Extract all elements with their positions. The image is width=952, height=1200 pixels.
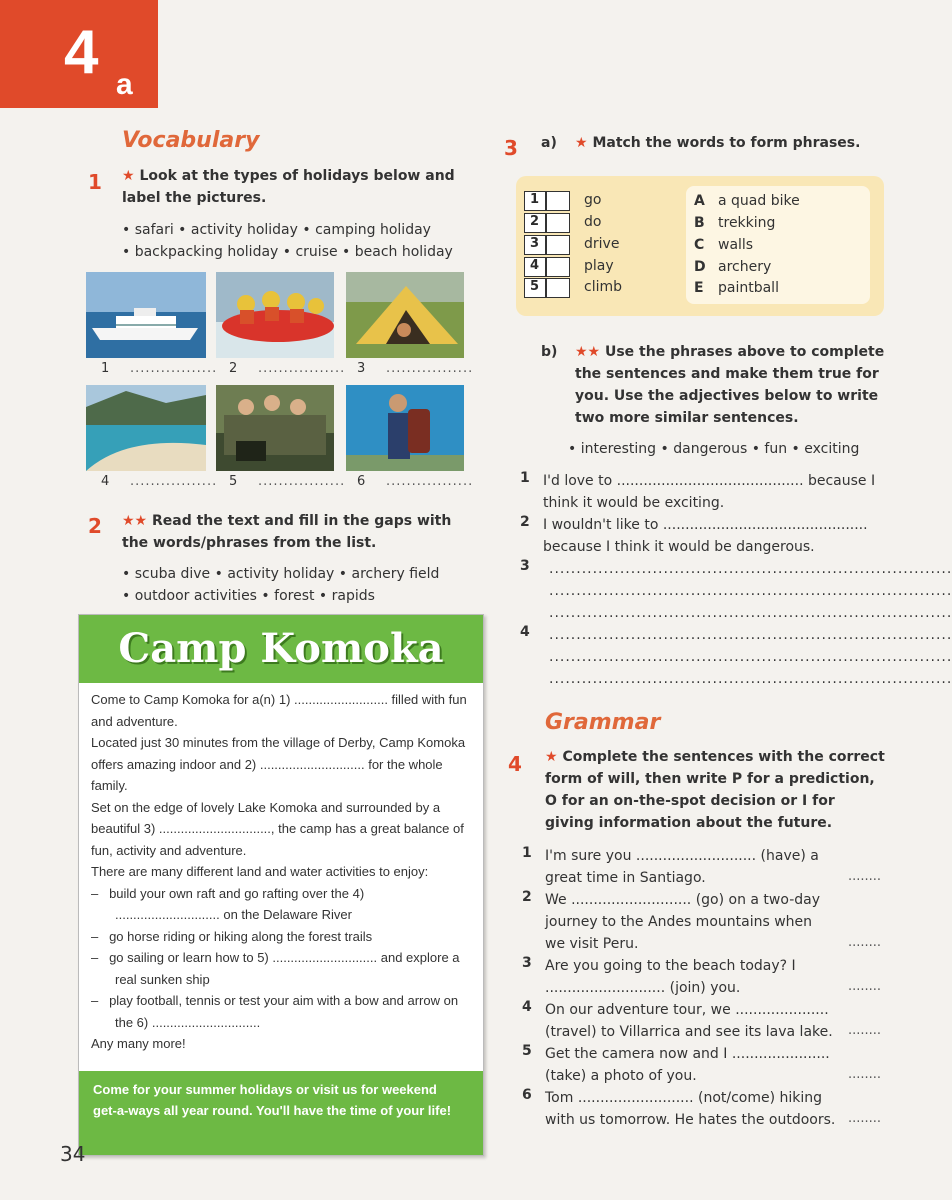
star-icon: ★ xyxy=(545,749,563,765)
star-icon: ★ xyxy=(122,168,140,184)
camp-header xyxy=(79,615,483,683)
star-icon: ★ xyxy=(575,135,593,151)
writing-line: .......................................................................... xyxy=(549,649,952,665)
safari-photo xyxy=(216,385,334,471)
item-number: 3 xyxy=(522,955,532,971)
match-phrase-a: a quad bike xyxy=(718,193,800,209)
exercise-4-item-2-line-3: we visit Peru. xyxy=(545,936,639,952)
item-number: 6 xyxy=(522,1087,532,1103)
exercise-3b-sentence-1-line-2: think it would be exciting. xyxy=(543,495,725,511)
match-letter-a: A xyxy=(694,193,705,209)
exercise-2-number: 2 xyxy=(88,514,102,538)
match-letter-b: B xyxy=(694,215,705,231)
camp-paragraph-5: Any many more! xyxy=(91,1036,186,1051)
exercise-4-item-6-line-1: Tom .......................... (not/come) hiking xyxy=(545,1090,823,1106)
exercise-3b-instruction xyxy=(575,341,885,429)
match-phrase-c: walls xyxy=(718,237,754,253)
camp-bullet-1: – build your own raft and go rafting over the 4) ............................. on the Delaware River xyxy=(91,885,365,922)
match-word-3: drive xyxy=(584,236,620,252)
exercise-2-list-line2: • outdoor activities • forest • rapids xyxy=(122,588,375,604)
match-word-5: climb xyxy=(584,279,623,295)
exercise-4-instruction-text: Complete the sentences with the correct form of will, then write P for a prediction, O for an on-the-spot decision or I for giving information about the future. xyxy=(545,749,885,831)
writing-line: .......................................................................... xyxy=(549,605,952,621)
exercise-4-number: 4 xyxy=(508,752,522,776)
exercise-4-item-3-line-2: ........................... (join) you. xyxy=(545,980,741,996)
exercise-2-instruction-text: Read the text and fill in the gaps with the words/phrases from the list. xyxy=(122,513,452,551)
exercise-3b-sentence-1-line-1: I'd love to .......................................... because I xyxy=(543,473,876,489)
exercise-3a-instruction-text: Match the words to form phrases. xyxy=(592,135,861,151)
answer-blank: ........ xyxy=(848,1023,882,1038)
picture-1-label: 1 ................. xyxy=(101,361,218,376)
item-number: 4 xyxy=(522,999,532,1015)
camp-title: Camp Komoka xyxy=(118,625,444,672)
match-phrase-e: paintball xyxy=(718,280,779,296)
writing-line: .......................................................................... xyxy=(549,583,952,599)
rafting-photo xyxy=(216,272,334,358)
cruise-ship-photo xyxy=(86,272,206,358)
match-number-box-1: 1 xyxy=(524,191,570,211)
exercise-1-instruction xyxy=(122,165,467,209)
exercise-4-item-5-line-2: (take) a photo of you. xyxy=(545,1068,697,1084)
unit-number: 4 xyxy=(64,18,99,87)
exercise-3b-adjectives: • interesting • dangerous • fun • exciting xyxy=(568,441,860,457)
camp-paragraph-4: There are many different land and water activities to enjoy: xyxy=(91,864,429,879)
exercise-4-item-2-line-2: journey to the Andes mountains when xyxy=(545,914,813,930)
item-number: 2 xyxy=(522,889,532,905)
exercise-4-item-5-line-1: Get the camera now and I ...................... xyxy=(545,1046,830,1062)
match-number-box-2: 2 xyxy=(524,213,570,233)
unit-letter: a xyxy=(116,68,133,101)
camp-footer xyxy=(79,1071,483,1155)
camp-paragraph-2: Located just 30 minutes from the village of Derby, Camp Komoka offers amazing indoor and 2) ............................. for the whole family. xyxy=(91,735,466,793)
answer-blank: ........ xyxy=(848,935,882,950)
camp-bullet-2: – go horse riding or hiking along the forest trails xyxy=(91,928,373,944)
exercise-2-instruction xyxy=(122,510,467,554)
match-word-1: go xyxy=(584,192,602,208)
exercise-3a-instruction xyxy=(575,132,875,154)
writing-line: .......................................................................... xyxy=(549,627,952,643)
match-number-box-3: 3 xyxy=(524,235,570,255)
exercise-1-number: 1 xyxy=(88,170,102,194)
picture-5-label: 5 ................. xyxy=(229,474,346,489)
beach-photo xyxy=(86,385,206,471)
sentence-number: 2 xyxy=(520,514,530,530)
answer-blank: ........ xyxy=(848,1067,882,1082)
answer-blank: ........ xyxy=(848,869,882,884)
exercise-3-number: 3 xyxy=(504,136,518,160)
exercise-4-item-2-line-1: We ........................... (go) on a two-day xyxy=(545,892,821,908)
exercise-4-item-1-line-2: great time in Santiago. xyxy=(545,870,706,886)
camp-bullet-4: – play football, tennis or test your aim with a bow and arrow on the 6) .............................. xyxy=(91,993,459,1030)
match-word-4: play xyxy=(584,258,614,274)
exercise-3b-label: b) xyxy=(541,344,558,360)
picture-6-label: 6 ................. xyxy=(357,474,474,489)
exercise-4-item-3-line-1: Are you going to the beach today? I xyxy=(545,958,796,974)
match-number-box-4: 4 xyxy=(524,257,570,277)
writing-line: .......................................................................... xyxy=(549,671,952,687)
match-phrase-b: trekking xyxy=(718,215,776,231)
exercise-2-list-line1: • scuba dive • activity holiday • archery field xyxy=(122,566,440,582)
sentence-number: 3 xyxy=(520,558,530,574)
grammar-title: Grammar xyxy=(545,710,661,735)
answer-blank: ........ xyxy=(848,1111,882,1126)
writing-line: .......................................................................... xyxy=(549,561,952,577)
exercise-4-item-6-line-2: with us tomorrow. He hates the outdoors. xyxy=(545,1112,836,1128)
match-letter-e: E xyxy=(694,280,704,296)
exercise-1-list-line1: • safari • activity holiday • camping holiday xyxy=(122,222,431,238)
star-icon: ★★ xyxy=(122,513,152,529)
exercise-4-item-1-line-1: I'm sure you ........................... (have) a xyxy=(545,848,819,864)
camp-paragraph-1: Come to Camp Komoka for a(n) 1) .......................... filled with fun and adventure. xyxy=(91,692,467,729)
item-number: 1 xyxy=(522,845,532,861)
exercise-3a-label: a) xyxy=(541,135,557,151)
camp-body xyxy=(91,689,469,1055)
exercise-4-item-4-line-1: On our adventure tour, we ..................... xyxy=(545,1002,829,1018)
exercise-1-instruction-text: Look at the types of holidays below and label the pictures. xyxy=(122,168,455,206)
exercise-3b-sentence-2-line-2: because I think it would be dangerous. xyxy=(543,539,815,555)
camp-komoka-text-box xyxy=(78,614,484,1156)
match-word-2: do xyxy=(584,214,602,230)
exercise-4-instruction xyxy=(545,746,885,834)
vocabulary-title: Vocabulary xyxy=(122,128,260,153)
picture-4-label: 4 ................. xyxy=(101,474,218,489)
picture-2-label: 2 ................. xyxy=(229,361,346,376)
backpacker-photo xyxy=(346,385,464,471)
sentence-number: 4 xyxy=(520,624,530,640)
match-number-box-5: 5 xyxy=(524,278,570,298)
sentence-number: 1 xyxy=(520,470,530,486)
exercise-3b-sentence-2-line-1: I wouldn't like to .............................................. xyxy=(543,517,868,533)
matching-box xyxy=(516,176,884,316)
item-number: 5 xyxy=(522,1043,532,1059)
camping-tent-photo xyxy=(346,272,464,358)
match-letter-d: D xyxy=(694,259,706,275)
page-number: 34 xyxy=(60,1142,86,1166)
exercise-1-list-line2: • backpacking holiday • cruise • beach holiday xyxy=(122,244,453,260)
camp-bullet-3: – go sailing or learn how to 5) ............................. and explore a real sunken ship xyxy=(91,950,460,987)
unit-badge xyxy=(0,0,158,108)
camp-footer-text: Come for your summer holidays or visit us for weekend get-a-ways all year round. You'll have the time of your life! xyxy=(93,1082,452,1118)
camp-paragraph-3: Set on the edge of lovely Lake Komoka and surrounded by a beautiful 3) ..............................., the camp has a great balance of fun, activity and adventure. xyxy=(91,799,464,858)
match-phrase-d: archery xyxy=(718,259,772,275)
answer-blank: ........ xyxy=(848,979,882,994)
exercise-3b-instruction-text: Use the phrases above to complete the sentences and make them true for you. Use the adjectives below to write two more similar sentences. xyxy=(575,344,885,426)
star-icon: ★★ xyxy=(575,344,605,360)
exercise-4-item-4-line-2: (travel) to Villarrica and see its lava lake. xyxy=(545,1024,833,1040)
picture-3-label: 3 ................. xyxy=(357,361,474,376)
match-letter-c: C xyxy=(694,237,705,253)
